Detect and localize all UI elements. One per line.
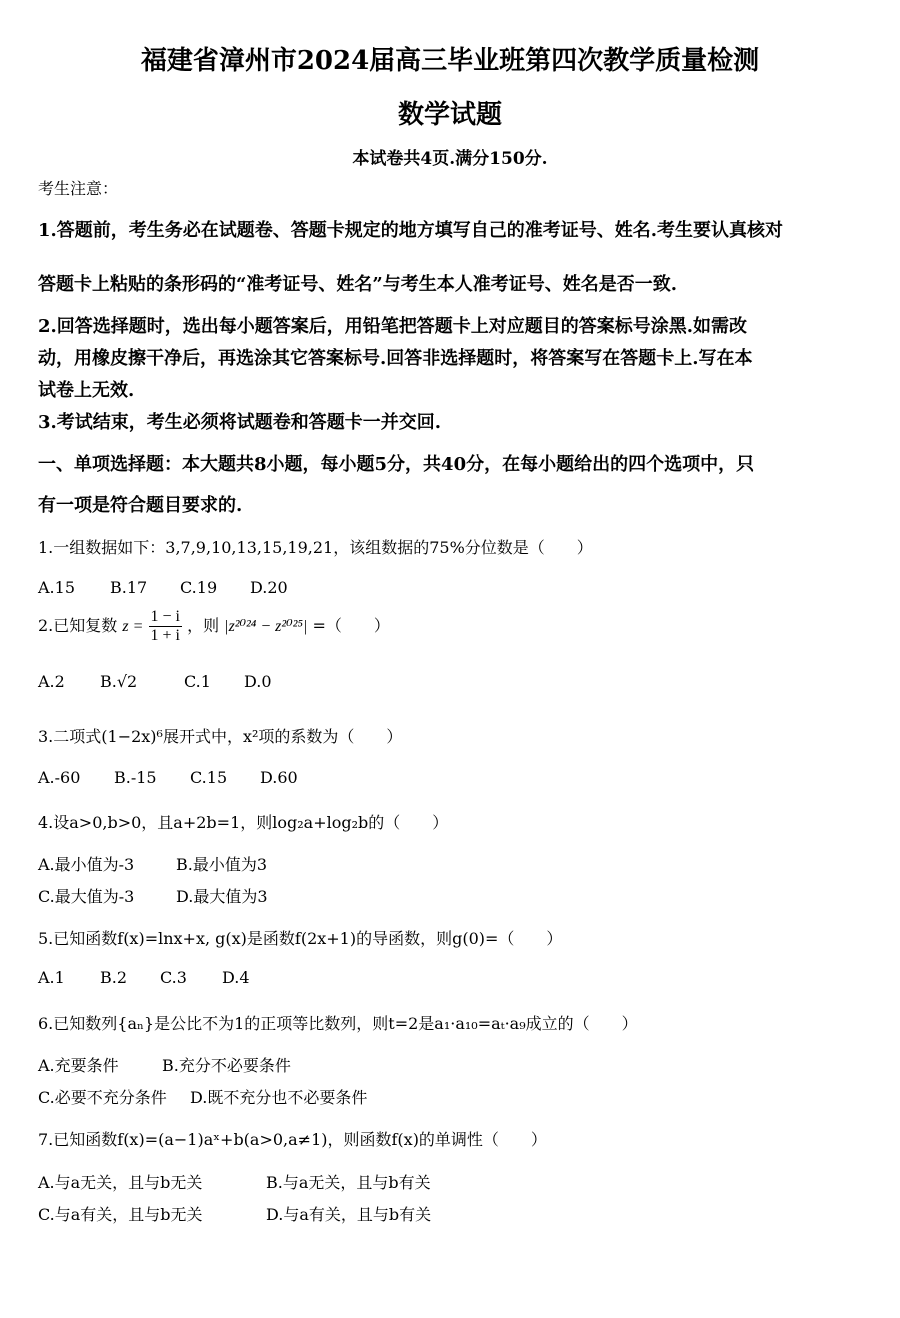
question-4-stem: 4.设a>0,b>0，且a+2b=1，则log₂a+log₂b的（ ）: [38, 813, 449, 832]
exam-subtitle: 数学试题: [397, 100, 502, 130]
option-c: C.1: [184, 672, 211, 691]
question-5-options: [38, 968, 250, 987]
option-b: B.与a无关，且与b有关: [266, 1173, 431, 1192]
option-a: A.充要条件: [38, 1056, 119, 1075]
option-c: C.3: [160, 968, 187, 987]
option-a: A.2: [38, 672, 65, 691]
option-d: D.20: [250, 578, 288, 597]
option-d: D.与a有关，且与b有关: [266, 1205, 432, 1224]
question-5-stem: 5.已知函数f(x)=lnx+x, g(x)是函数f(2x+1)的导函数，则g(0)=（ ）: [38, 929, 563, 948]
option-b: B.17: [110, 578, 148, 597]
exam-title: 福建省漳州市2024届高三毕业班第四次教学质量检测: [140, 46, 760, 76]
notice-item1-line1: 1.答题前，考生务必在试题卷、答题卡规定的地方填写自己的准考证号、姓名.考生要认真核对: [38, 220, 784, 241]
option-a: A.15: [38, 578, 75, 597]
question-2-stem: [38, 608, 390, 645]
question-3-options: [38, 768, 298, 787]
question-2-fraction: [149, 608, 182, 645]
option-a: A.1: [38, 968, 65, 987]
notice-item2-line3: 试卷上无效.: [38, 380, 135, 401]
notice-item2-line1: 2.回答选择题时，选出每小题答案后，用铅笔把答题卡上对应题目的答案标号涂黑.如需改: [38, 316, 748, 337]
notice-item3: 3.考试结束，考生必须将试题卷和答题卡一并交回.: [38, 412, 442, 433]
option-c: C.15: [190, 768, 228, 787]
question-2-post: =（ ）: [312, 616, 390, 635]
section-heading-line1: 一、单项选择题：本大题共8小题，每小题5分，共40分，在每小题给出的四个选项中，只: [38, 454, 755, 475]
option-a: A.-60: [38, 768, 81, 787]
fraction-numerator: 1 − i: [150, 608, 180, 625]
option-a: A.与a无关，且与b无关: [38, 1173, 203, 1192]
option-d: D.60: [260, 768, 298, 787]
option-b: B.-15: [114, 768, 157, 787]
option-c: C.19: [180, 578, 218, 597]
notice-item1-line2: 答题卡上粘贴的条形码的“准考证号、姓名”与考生本人准考证号、姓名是否一致.: [38, 274, 677, 295]
question-2-mid: ，则: [187, 616, 220, 635]
question-7-options-row2: [38, 1202, 431, 1225]
question-1-options: [38, 578, 288, 597]
question-6-options-row2: [38, 1085, 367, 1108]
option-c: C.必要不充分条件: [38, 1088, 167, 1107]
question-4-options-row2: [38, 884, 268, 907]
section-heading-line2: 有一项是符合题目要求的.: [38, 495, 243, 516]
notice-item2-line2: 动，用橡皮擦干净后，再选涂其它答案标号.回答非选择题时，将答案写在答题卡上.写在本: [38, 348, 753, 369]
option-d: D.0: [244, 672, 272, 691]
option-c: C.最大值为-3: [38, 887, 135, 906]
exam-info: 本试卷共4页.满分150分.: [352, 149, 548, 169]
option-d: D.既不充分也不必要条件: [190, 1088, 368, 1107]
option-a: A.最小值为-3: [38, 855, 135, 874]
question-2-options: [38, 672, 272, 691]
question-7-stem: 7.已知函数f(x)=(a−1)aˣ+b(a>0,a≠1)，则函数f(x)的单调性（ ）: [38, 1130, 547, 1149]
question-4-options-row1: [38, 852, 267, 875]
question-7-options-row1: [38, 1170, 431, 1193]
question-6-stem: 6.已知数列{aₙ}是公比不为1的正项等比数列，则t=2是a₁·a₁₀=aₜ·a₉成立的（ ）: [38, 1014, 638, 1033]
option-b: B.2: [100, 968, 128, 987]
option-b: B.√2: [100, 672, 138, 691]
notice-heading: 考生注意：: [38, 179, 119, 198]
fraction-denominator: 1 + i: [150, 627, 180, 644]
question-2-abs: |z²⁰²⁴ − z²⁰²⁵|: [224, 618, 308, 635]
option-b: B.充分不必要条件: [162, 1056, 291, 1075]
question-2-prefix: 2.已知复数: [38, 616, 118, 635]
option-d: D.4: [222, 968, 250, 987]
option-d: D.最大值为3: [176, 887, 268, 906]
question-2-variable: z =: [122, 618, 144, 635]
question-1-stem: 1.一组数据如下：3,7,9,10,13,15,19,21，该组数据的75%分位数是（ ）: [38, 538, 593, 557]
option-b: B.最小值为3: [176, 855, 268, 874]
question-3-stem: 3.二项式(1−2x)⁶展开式中，x²项的系数为（ ）: [38, 727, 403, 746]
option-c: C.与a有关，且与b无关: [38, 1205, 203, 1224]
question-6-options-row1: [38, 1053, 291, 1076]
